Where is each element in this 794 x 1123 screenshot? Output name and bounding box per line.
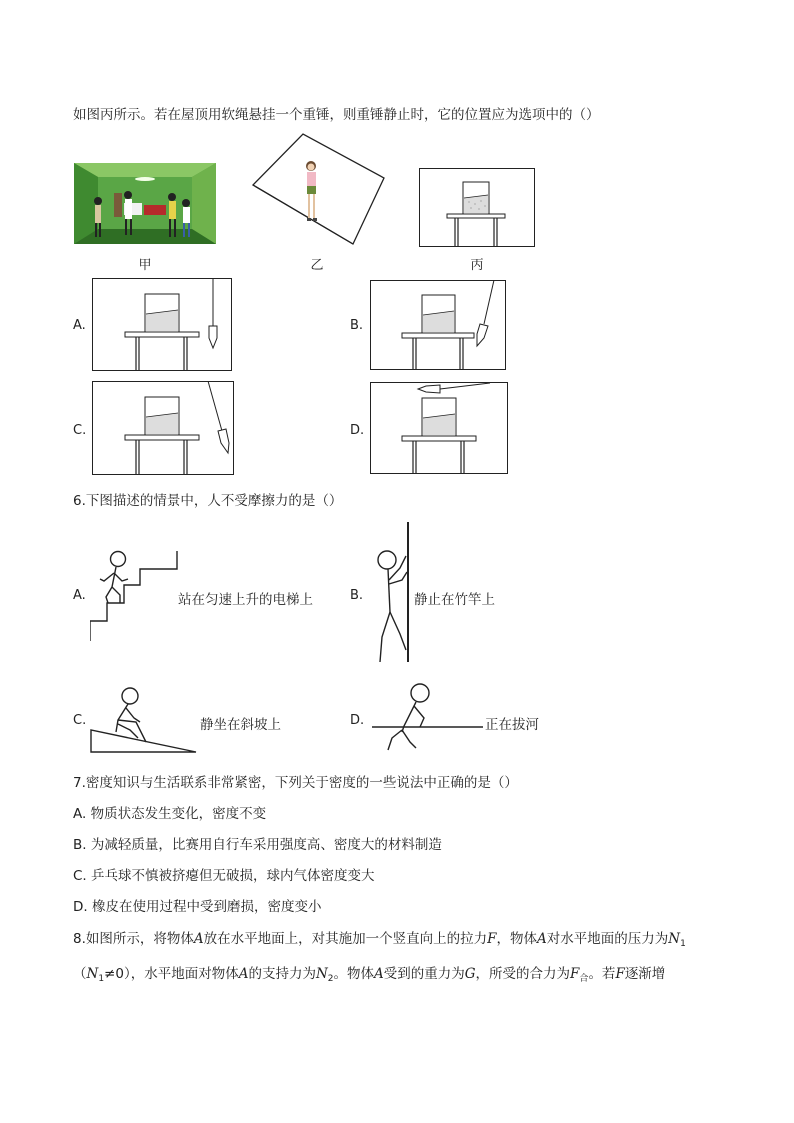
q6-stem: 6.下图描述的情景中，人不受摩擦力的是（） xyxy=(73,493,343,509)
intro-text: 如图丙所示。若在屋顶用软绳悬挂一个重锤，则重锤静止时，它的位置应为选项中的（） xyxy=(73,107,600,123)
q8-text: 受到的重力为 xyxy=(383,966,465,982)
q8-text: 8.如图所示，将物体 xyxy=(73,931,194,947)
q5-option-a-letter[interactable]: A. xyxy=(73,318,86,333)
var-g: G xyxy=(464,966,476,982)
photo-jia xyxy=(74,163,216,244)
q8-text: （ xyxy=(73,966,87,982)
var-f-he: F xyxy=(570,966,580,982)
q8-line-1 xyxy=(73,927,686,949)
caption-bing: 丙 xyxy=(470,258,484,273)
q6-option-b-letter[interactable]: B. xyxy=(350,588,364,603)
q5-option-d-letter[interactable]: D. xyxy=(350,423,365,438)
caption-yi: 乙 xyxy=(310,258,324,273)
var-n: N xyxy=(315,966,328,982)
q6-option-b-figure[interactable] xyxy=(372,522,414,662)
q6-option-a-figure[interactable] xyxy=(90,545,180,643)
q5-option-b-letter[interactable]: B. xyxy=(350,318,364,333)
q6-option-a-letter[interactable]: A. xyxy=(73,588,86,603)
q5-option-b-figure[interactable] xyxy=(370,280,506,370)
q7-stem: 7.密度知识与生活联系非常紧密，下列关于密度的一些说法中正确的是（） xyxy=(73,775,518,791)
q8-text: 。若 xyxy=(588,966,616,982)
figure-bing xyxy=(419,168,535,247)
q7-option-d[interactable]: D. 橡皮在使用过程中受到磨损，密度变小 xyxy=(73,899,322,915)
subscript: 2 xyxy=(327,974,334,984)
q5-option-c-letter[interactable]: C. xyxy=(73,423,87,438)
q8-text: 的支持力为 xyxy=(248,966,316,982)
var-a: A xyxy=(374,966,384,982)
q6-option-b-text: 静止在竹竿上 xyxy=(414,592,495,608)
q6-option-c-figure[interactable] xyxy=(90,684,198,754)
q8-text: 逐渐增 xyxy=(624,966,666,982)
subscript: 合 xyxy=(579,974,589,984)
q6-option-d-letter[interactable]: D. xyxy=(350,713,365,728)
q6-option-c-text: 静坐在斜坡上 xyxy=(200,717,281,733)
var-a: A xyxy=(537,931,547,947)
q8-text: 对水平地面的压力为 xyxy=(546,931,669,947)
var-n: N xyxy=(86,966,99,982)
var-f: F xyxy=(487,931,497,947)
q8-text: 。物体 xyxy=(333,966,374,982)
var-f: F xyxy=(615,966,625,982)
q6-option-c-letter[interactable]: C. xyxy=(73,713,87,728)
q7-option-b[interactable]: B. 为减轻质量，比赛用自行车采用强度高、密度大的材料制造 xyxy=(73,837,442,853)
var-a: A xyxy=(238,966,249,982)
q6-option-d-text: 正在拔河 xyxy=(485,717,539,733)
var-n: N xyxy=(668,931,681,947)
caption-jia: 甲 xyxy=(138,258,152,273)
q5-option-c-figure[interactable] xyxy=(92,381,234,475)
q6-option-d-figure[interactable] xyxy=(372,680,484,756)
q8-text: 放在水平地面上，对其施加一个竖直向上的拉力 xyxy=(203,931,488,947)
q7-option-c[interactable]: C. 乒乓球不慎被挤瘪但无破损，球内气体密度变大 xyxy=(73,868,375,884)
subscript: 1 xyxy=(98,974,105,984)
q6-option-a-text: 站在匀速上升的电梯上 xyxy=(178,592,313,608)
q5-option-d-figure[interactable] xyxy=(370,382,508,474)
q5-option-a-figure[interactable] xyxy=(92,278,232,371)
subscript: 1 xyxy=(680,939,686,949)
q8-text: ），水平地面对物体 xyxy=(123,966,239,982)
q8-line-2 xyxy=(73,962,665,984)
q8-text: ，所受的合力为 xyxy=(475,966,571,982)
q8-text: ，物体 xyxy=(496,931,538,947)
q7-option-a[interactable]: A. 物质状态发生变化，密度不变 xyxy=(73,806,267,822)
var-a: A xyxy=(193,931,204,947)
q8-text: ≠0 xyxy=(104,966,124,982)
figure-yi xyxy=(248,130,388,248)
